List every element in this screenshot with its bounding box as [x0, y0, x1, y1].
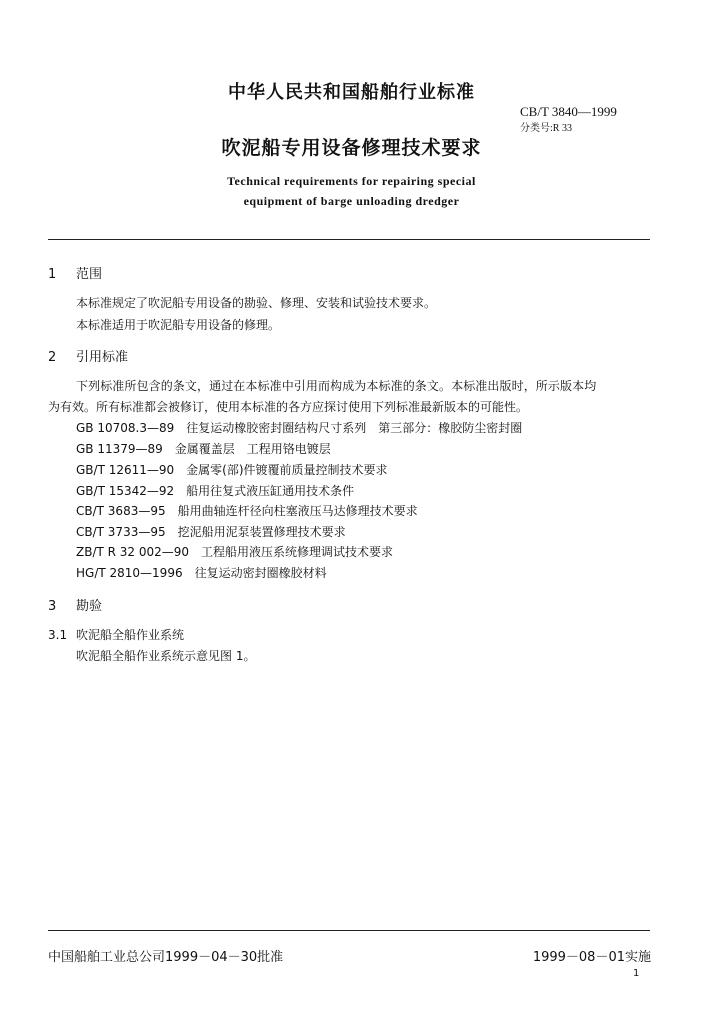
- section-1-number: 1: [48, 267, 57, 282]
- section-1-para-2: 本标准适用于吹泥船专用设备的修理。: [76, 318, 281, 332]
- section-2-title: 引用标准: [76, 350, 129, 365]
- header-divider: [48, 239, 650, 240]
- section-2-number: 2: [48, 350, 57, 365]
- section-3-title: 勘验: [76, 599, 103, 614]
- subsection-3-1-text: 吹泥船全船作业系统示意见图 1。: [76, 649, 256, 663]
- reference-item: CB/T 3683—95 船用曲轴连杆径向柱塞液压马达修理技术要求: [76, 504, 418, 518]
- reference-item: GB/T 12611—90 金属零(部)件镀覆前质量控制技术要求: [76, 463, 388, 477]
- classification-code: 分类号:R 33: [520, 123, 572, 134]
- reference-item: GB 11379—89 金属覆盖层 工程用铬电镀层: [76, 442, 331, 456]
- subsection-3-1-heading: [48, 626, 184, 643]
- standard-number: CB/T 3840—1999: [520, 104, 617, 119]
- document-title: 吹泥船专用设备修理技术要求: [221, 137, 482, 159]
- effective-date: 1999－08－01实施: [532, 950, 651, 965]
- section-2-intro-line-2: 为有效。所有标准都会被修订，使用本标准的各方应探讨使用下列标准最新版本的可能性。: [48, 400, 529, 414]
- section-3-heading: [48, 595, 102, 614]
- org-title: 中华人民共和国船舶行业标准: [228, 82, 475, 103]
- reference-item: CB/T 3733—95 挖泥船用泥泵装置修理技术要求: [76, 525, 346, 539]
- section-1-title: 范围: [76, 267, 103, 282]
- english-title-line-1: Technical requirements for repairing special: [227, 174, 476, 188]
- reference-item: GB/T 15342—92 船用往复式液压缸通用技术条件: [76, 484, 355, 498]
- reference-item: HG/T 2810—1996 往复运动密封圈橡胶材料: [76, 566, 327, 580]
- english-title-line-2: equipment of barge unloading dredger: [243, 194, 460, 208]
- section-2-intro-line-1: 下列标准所包含的条文，通过在本标准中引用而构成为本标准的条文。本标准出版时，所示版本均: [76, 379, 597, 393]
- approval-line: 中国船舶工业总公司1999－04－30批准: [48, 950, 284, 965]
- footer-divider: [48, 930, 650, 931]
- reference-item: GB 10708.3—89 往复运动橡胶密封圈结构尺寸系列 第三部分：橡胶防尘密封圈: [76, 421, 523, 435]
- section-1-heading: [48, 263, 102, 282]
- page-number: 1: [633, 968, 640, 979]
- section-3-number: 3: [48, 599, 57, 614]
- subsection-3-1-title: 吹泥船全船作业系统: [76, 628, 185, 642]
- section-2-heading: [48, 346, 128, 365]
- subsection-3-1-number: 3.1: [48, 628, 68, 642]
- reference-item: ZB/T R 32 002—90 工程船用液压系统修理调试技术要求: [76, 545, 394, 559]
- section-1-para-1: 本标准规定了吹泥船专用设备的勘验、修理、安装和试验技术要求。: [76, 296, 437, 310]
